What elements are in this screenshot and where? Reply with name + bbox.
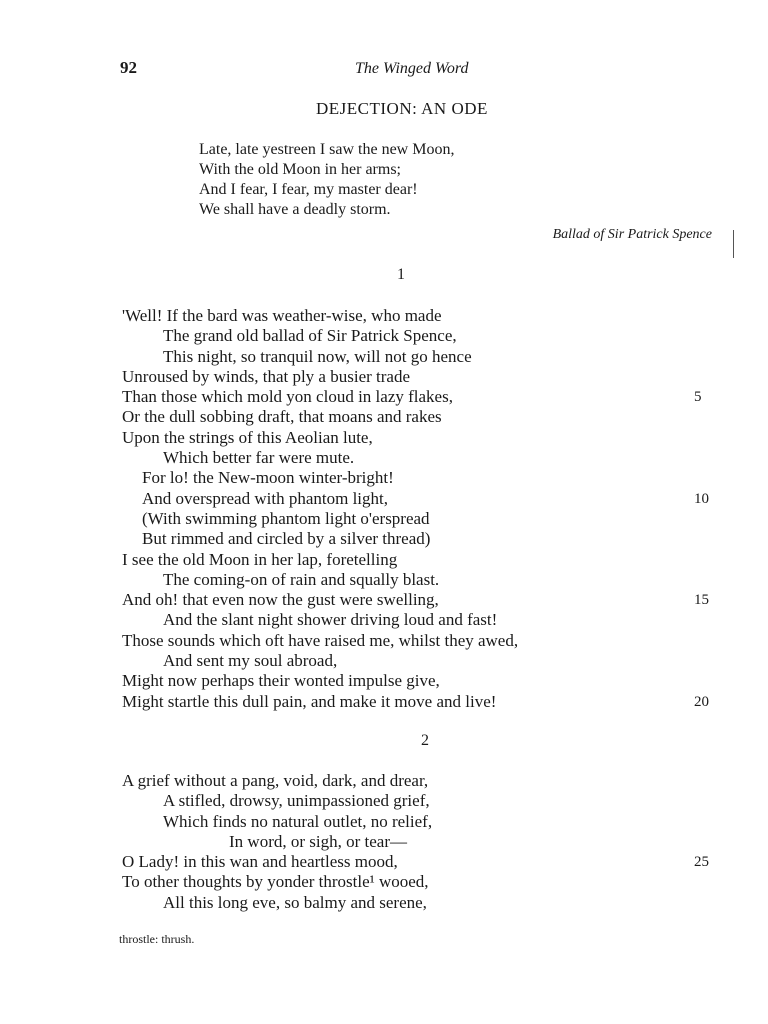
- epigraph-line: We shall have a deadly storm.: [199, 201, 391, 218]
- poem-line-text: To other thoughts by yonder throstle¹ wooed,: [122, 872, 429, 892]
- epigraph-attribution: Ballad of Sir Patrick Spence: [552, 227, 712, 242]
- margin-mark: [733, 230, 734, 258]
- poem-line: [122, 872, 722, 892]
- poem-line-text: The grand old ballad of Sir Patrick Spence,: [163, 326, 457, 346]
- poem-line: [122, 832, 722, 852]
- stanza-2: [122, 771, 722, 913]
- line-number: 5: [694, 389, 702, 406]
- poem-line: [122, 489, 722, 509]
- poem-line-text: And overspread with phantom light,: [142, 488, 388, 508]
- poem-line: [122, 468, 722, 488]
- poem-line-text: Those sounds which oft have raised me, whilst they awed,: [122, 630, 519, 650]
- poem-line: [122, 590, 722, 610]
- poem-line-text: I see the old Moon in her lap, foretelling: [122, 549, 398, 569]
- poem-line-text: Unroused by winds, that ply a busier trade: [122, 366, 410, 386]
- poem-line: [122, 812, 722, 832]
- epigraph-line: And I fear, I fear, my master dear!: [199, 181, 418, 198]
- poem-line-text: This night, so tranquil now, will not go hence: [163, 346, 472, 366]
- poem-line: [122, 529, 722, 549]
- epigraph: [199, 140, 454, 220]
- poem-line: [122, 326, 722, 346]
- poem-line: [122, 509, 722, 529]
- poem-line: [122, 306, 722, 326]
- poem-line: [122, 550, 722, 570]
- section-number-1: 1: [397, 266, 405, 283]
- poem-line: [122, 610, 722, 630]
- poem-line: [122, 771, 722, 791]
- poem-line-text: Upon the strings of this Aeolian lute,: [122, 427, 373, 447]
- poem-line: [122, 570, 722, 590]
- poem-line-text: Which finds no natural outlet, no relief,: [163, 811, 433, 831]
- poem-line: [122, 692, 722, 712]
- line-number: 25: [694, 854, 709, 871]
- poem-line: [122, 651, 722, 671]
- poem-line: [122, 347, 722, 367]
- poem-line: [122, 852, 722, 872]
- running-head: The Winged Word: [355, 60, 469, 77]
- line-number: 10: [694, 490, 709, 507]
- poem-line-text: Than those which mold yon cloud in lazy flakes,: [122, 387, 453, 407]
- poem-line-text: The coming-on of rain and squally blast.: [163, 569, 440, 589]
- poem-line-text: For lo! the New-moon winter-bright!: [142, 468, 394, 488]
- poem-line: [122, 428, 722, 448]
- poem-line-text: 'Well! If the bard was weather-wise, who made: [122, 306, 442, 325]
- poem-line-text: A grief without a pang, void, dark, and drear,: [122, 771, 429, 790]
- line-number: 20: [694, 693, 709, 710]
- poem-line: [122, 407, 722, 427]
- poem-line-text: And oh! that even now the gust were swelling,: [122, 590, 439, 610]
- poem-line-text: Or the dull sobbing draft, that moans and rakes: [122, 407, 442, 427]
- footnote-separator: :: [155, 932, 162, 946]
- poem-line-text: Might now perhaps their wonted impulse give,: [122, 671, 440, 691]
- section-number-2: 2: [421, 732, 429, 749]
- poem-line-text: In word, or sigh, or tear—: [229, 831, 407, 851]
- poem-line: [122, 387, 722, 407]
- footnote-definition: thrush.: [161, 932, 195, 946]
- epigraph-line: With the old Moon in her arms;: [199, 161, 401, 178]
- poem-line-text: Might startle this dull pain, and make it move and live!: [122, 691, 497, 711]
- poem-line-text: And sent my soul abroad,: [163, 651, 338, 671]
- footnote-term: throstle: [119, 932, 155, 946]
- poem-line: [122, 671, 722, 691]
- poem-line-text: (With swimming phantom light o'erspread: [142, 508, 430, 528]
- poem-line-text: But rimmed and circled by a silver thread): [142, 529, 431, 549]
- footnote: [119, 932, 194, 947]
- poem-line-text: And the slant night shower driving loud and fast!: [163, 610, 498, 630]
- page-number: 92: [120, 58, 137, 77]
- poem-title: DEJECTION: AN ODE: [316, 99, 488, 118]
- poem-line: [122, 631, 722, 651]
- poem-line-text: All this long eve, so balmy and serene,: [163, 892, 427, 912]
- poem-line: [122, 367, 722, 387]
- epigraph-line: Late, late yestreen I saw the new Moon,: [199, 141, 455, 158]
- stanza-1: [122, 306, 722, 712]
- poem-line: [122, 893, 722, 913]
- poem-line-text: Which better far were mute.: [163, 448, 355, 468]
- poem-line: [122, 448, 722, 468]
- line-number: 15: [694, 592, 709, 609]
- poem-line-text: A stifled, drowsy, unimpassioned grief,: [163, 791, 430, 811]
- poem-line-text: O Lady! in this wan and heartless mood,: [122, 852, 398, 872]
- poem-line: [122, 791, 722, 811]
